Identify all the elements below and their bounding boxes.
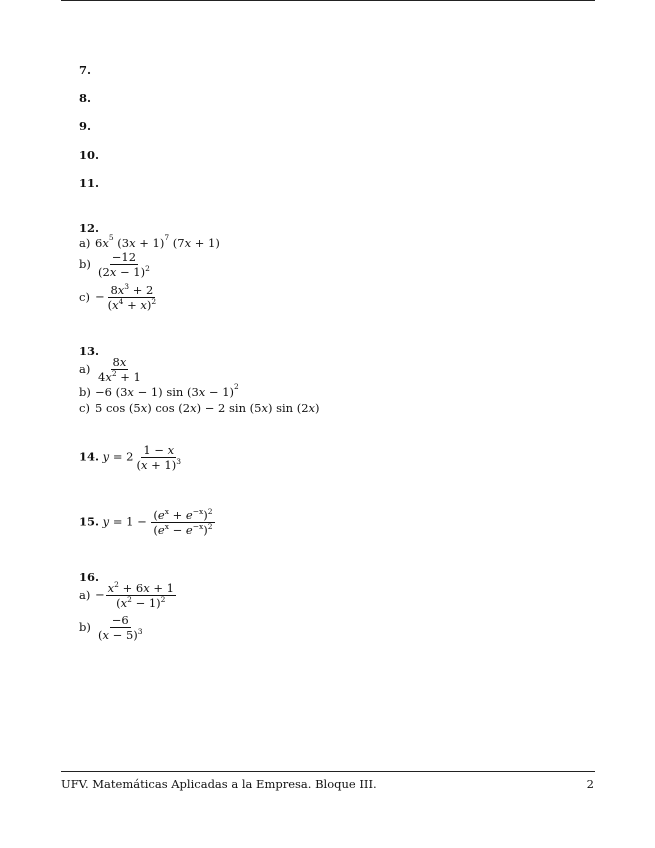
exercise-16b: b) $\frac{-6}{(x - 5)^3}$ [79, 613, 143, 642]
exercise-12c: c) − $\frac{8x^3 + 2}{(x^4 + x)^2}$ [79, 282, 157, 312]
exercise-14: 14. y = 2 $\frac{1 - x}{(x + 1)^3}$ [79, 443, 181, 472]
exercise-12b: b) $\frac{-12}{(2x - 1)^2}$ [79, 250, 150, 279]
exercise-12a: a) $6x^5$ $(3x + 1)^7$ (7x + 1) [79, 233, 220, 250]
exercise-16a: a) − $\frac{x^2 + 6x + 1}{(x^2 - 1)^2}$ [79, 580, 174, 610]
header-rule [61, 0, 595, 1]
exercise-16-number: 16. [79, 570, 100, 584]
exercise-12-number: 12. [79, 221, 100, 235]
footer-course-title: UFV. Matemáticas Aplicadas a la Empresa. Bloque III. [61, 777, 377, 791]
exercise-15: 15. y = 1 − $\frac{(e^x + e^{-x})^2}{(e^x - e^{-x})^2}$ [79, 507, 213, 537]
footer-rule [61, 771, 595, 772]
exercise-13-number: 13. [79, 344, 100, 358]
exercise-13b: b) −6 (3x − 1) $\sin (3x - 1)^2$ [79, 382, 239, 399]
exercise-9-number: 9. [79, 119, 92, 133]
exercise-13a: a) $\frac{8x}{4x^2 + 1}$ [79, 355, 141, 384]
exercise-7-number: 7. [79, 63, 92, 77]
exercise-8-number: 8. [79, 91, 92, 105]
exercise-11-number: 11. [79, 176, 100, 190]
page-number: 2 [586, 777, 594, 791]
exercise-13c: c) 5 cos (5x) cos (2x) − 2 sin (5x) sin (2x) [79, 401, 320, 415]
exercise-10-number: 10. [79, 148, 100, 162]
